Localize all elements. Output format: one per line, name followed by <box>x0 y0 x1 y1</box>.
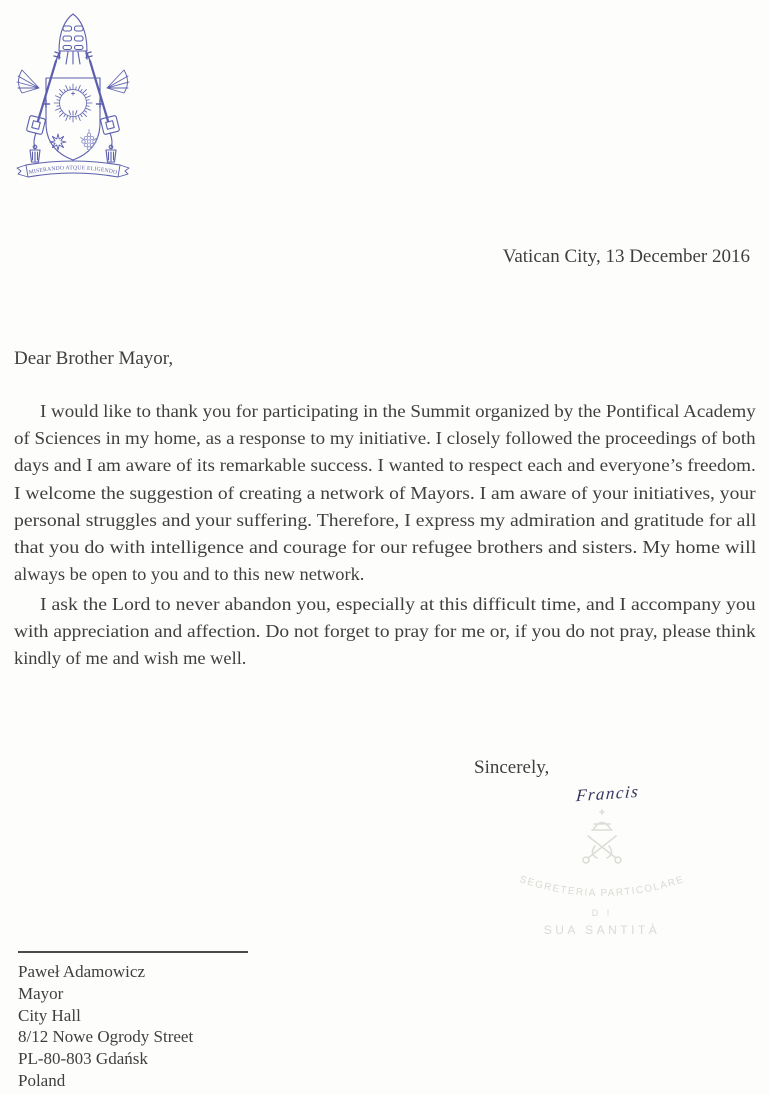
address-line: Poland <box>18 1070 66 1090</box>
body-text-line: I would like to thank you for participating in the Summit organized by the Pontifical Academy <box>40 401 756 421</box>
body-text-line: personal struggles and your suffering. Therefore, I express my admiration and gratitude for all <box>14 509 757 530</box>
body-text-line: I ask the Lord to never abandon you, especially at this difficult time, and I accompany you <box>40 594 756 614</box>
pope-francis-signature: Francis <box>575 781 641 806</box>
body-paragraph-1 <box>14 398 756 588</box>
crest-motto: MISERANDO ATQUE ELIGENDO <box>28 165 118 176</box>
key-icon <box>90 61 108 121</box>
address-line: 8/12 Nowe Ogrody Street <box>18 1027 194 1047</box>
body-text-line: days and I am aware of its remarkable success. I wanted to respect each and everyone’s freedom. <box>14 455 756 476</box>
address-line: Paweł Adamowicz <box>18 962 145 981</box>
address-line: PL-80-803 Gdańsk <box>18 1049 148 1069</box>
body-text-line: kindly of me and wish me well. <box>14 648 247 669</box>
address-line: City Hall <box>18 1005 81 1025</box>
body-text-line: that you do with intelligence and courage for our refugee brothers and sisters. My home will <box>14 536 757 557</box>
key-icon <box>38 61 56 121</box>
tassel-icon <box>30 150 40 162</box>
closing-sincerely: Sincerely, <box>474 757 550 778</box>
dateline: Vatican City, 13 December 2016 <box>502 246 750 267</box>
body-text-line: with appreciation and affection. Do not forget to pray for me or, if you do not pray, please think <box>14 621 756 642</box>
salutation: Dear Brother Mayor, <box>14 348 174 369</box>
body-paragraph-2 <box>14 591 756 673</box>
secretariat-embossed-stamp <box>500 806 704 946</box>
tassel-icon <box>106 150 116 162</box>
stamp-line-3: SUA SANTITÀ <box>543 923 661 937</box>
address-divider-line <box>18 951 248 953</box>
body-text-line: I welcome the suggestion of creating a network of Mayors. I am aware of your initiatives, your <box>14 482 756 503</box>
body-text-line: of Sciences in my home, as a response to my initiative. I closely followed the proceedings of both <box>14 428 756 449</box>
star-icon <box>50 134 66 150</box>
address-line: Mayor <box>18 983 64 1003</box>
recipient-address-lines <box>18 961 338 1092</box>
body-text-line: always be open to you and to this new network. <box>14 564 365 585</box>
stamp-line-1: SEGRETERIA PARTICOLARE <box>517 874 687 900</box>
papal-coat-of-arms <box>13 11 133 191</box>
spikenard-icon <box>81 130 98 151</box>
mitre-icon <box>59 14 87 51</box>
recipient-address-block <box>18 951 338 1092</box>
embossed-keys-tiara-icon <box>583 810 621 863</box>
stamp-line-2: D I <box>591 908 613 918</box>
